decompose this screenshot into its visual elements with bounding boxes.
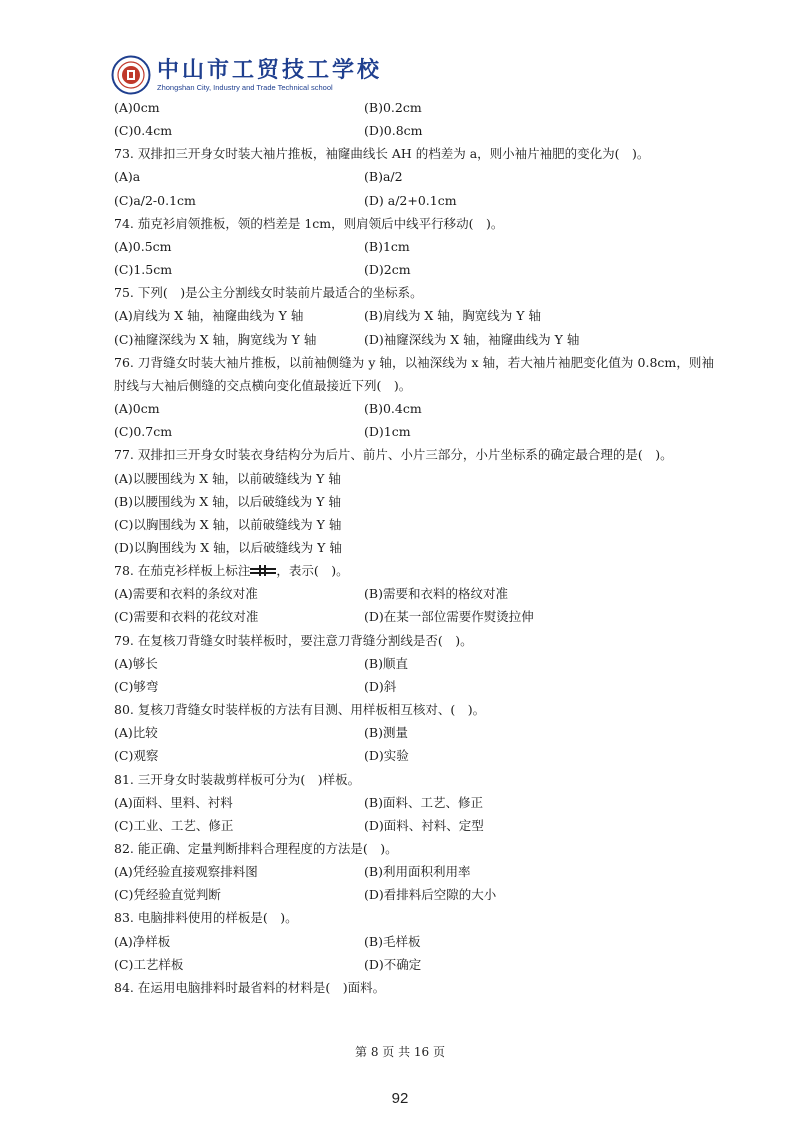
option-a: (A)0.5cm [114, 238, 172, 254]
option-a: (A)面料、里料、衬料 [114, 794, 233, 810]
option-d: (D)面料、衬料、定型 [364, 817, 484, 833]
option-c: (C)1.5cm [114, 262, 173, 278]
option-c: (C)以胸围线为 X 轴，以前破缝线为 Y 轴 [114, 516, 342, 532]
question-73: 73. 双排扣三开身女时装大袖片推板，袖窿曲线长 AH 的档差为 a，则小袖片袖肥的变化为( )。 [114, 146, 650, 162]
option-a: (A)比较 [114, 725, 158, 741]
question-83: 83. 电脑排料使用的样板是( )。 [114, 910, 298, 926]
option-b: (B)测量 [364, 725, 408, 741]
options-row [114, 860, 714, 883]
question-78-text-before: 78. 在茄克衫样板上标注 [114, 563, 251, 579]
options-row [114, 930, 714, 953]
option-d: (D)0.8cm [364, 123, 423, 139]
options-row [114, 235, 714, 258]
options-row [114, 397, 714, 420]
option-b: (B)1cm [364, 238, 410, 254]
question-79: 79. 在复核刀背缝女时装样板时，要注意刀背缝分割线是否( )。 [114, 632, 473, 648]
options-row [114, 652, 714, 675]
option-c: (C)a/2-0.1cm [114, 192, 196, 208]
question-list [114, 96, 714, 999]
options-row [114, 165, 714, 188]
options-row [114, 721, 714, 744]
option-b: (B)肩线为 X 轴，胸宽线为 Y 轴 [364, 308, 541, 324]
options-row [114, 420, 714, 443]
option-d: (D)2cm [364, 262, 411, 278]
school-name-en: Zhongshan City, Industry and Trade Technical school [157, 82, 333, 92]
option-a: (A)净样板 [114, 933, 171, 949]
option-a: (A)以腰围线为 X 轴，以前破缝线为 Y 轴 [114, 470, 341, 486]
option-b: (B)以腰围线为 X 轴，以后破缝线为 Y 轴 [114, 493, 341, 509]
options-row [114, 675, 714, 698]
options-row [114, 953, 714, 976]
question-80: 80. 复核刀背缝女时装样板的方法有目测、用样板相互核对、( )。 [114, 702, 486, 718]
option-b: (B)利用面积利用率 [364, 864, 471, 880]
options-row [114, 744, 714, 767]
question-82: 82. 能正确、定量判断排料合理程度的方法是( )。 [114, 841, 398, 856]
option-b: (B)面料、工艺、修正 [364, 794, 483, 810]
options-row [114, 582, 714, 605]
option-a: (A)肩线为 X 轴，袖窿曲线为 Y 轴 [114, 308, 304, 324]
school-header [111, 55, 382, 95]
option-d: (D)看排料后空隙的大小 [364, 887, 497, 903]
options-row [114, 883, 714, 906]
question-84: 84. 在运用电脑排料时最省料的材料是( )面料。 [114, 979, 386, 995]
option-c: (C)袖窿深线为 X 轴，胸宽线为 Y 轴 [114, 331, 317, 347]
option-b: (B)毛样板 [364, 933, 421, 949]
question-75: 75. 下列( )是公主分割线女时装前片最适合的坐标系。 [114, 285, 423, 301]
options-row [114, 328, 714, 351]
school-emblem-icon [111, 55, 151, 95]
option-a: (A)0cm [114, 100, 160, 115]
option-b: (B)0.2cm [364, 100, 422, 115]
option-c: (C)工艺样板 [114, 956, 184, 972]
option-c: (C)凭经验直觉判断 [114, 887, 221, 903]
option-d: (D) a/2+0.1cm [364, 192, 457, 208]
option-a: (A)0cm [114, 401, 160, 417]
option-c: (C)工业、工艺、修正 [114, 817, 234, 833]
option-c: (C)够弯 [114, 678, 159, 694]
option-b: (B)0.4cm [364, 401, 422, 417]
option-d: (D)斜 [364, 678, 397, 694]
options-row [114, 189, 714, 212]
question-76: 76. 刀背缝女时装大袖片推板，以前袖侧缝为 y 轴，以袖深线为 x 轴，若大袖片袖肥变化值为 0.8cm，则袖肘线与大袖后侧缝的交点横向变化值最接近下列( )。 [114, 354, 714, 393]
options-row [114, 304, 714, 327]
option-d: (D)以胸围线为 X 轴，以后破缝线为 Y 轴 [114, 539, 342, 555]
question-77: 77. 双排扣三开身女时装衣身结构分为后片、前片、小片三部分，小片坐标系的确定最合理的是( )。 [114, 447, 673, 463]
option-a: (A)需要和衣料的条纹对准 [114, 586, 258, 602]
option-d: (D)不确定 [364, 956, 422, 972]
option-b: (B)a/2 [364, 169, 403, 185]
option-a: (A)凭经验直接观察排料图 [114, 864, 258, 880]
option-a: (A)a [114, 169, 141, 185]
option-b: (B)顺直 [364, 655, 408, 671]
option-d: (D)袖窿深线为 X 轴，袖窿曲线为 Y 轴 [364, 331, 580, 347]
question-78 [114, 559, 714, 582]
option-c: (C)观察 [114, 748, 159, 764]
option-c: (C)0.7cm [114, 424, 173, 440]
question-74: 74. 茄克衫肩领推板，领的档差是 1cm，则肩领后中线平行移动( )。 [114, 215, 504, 231]
pattern-match-mark-icon [250, 564, 276, 576]
question-78-text-after: ，表示( )。 [276, 563, 349, 579]
option-d: (D)实验 [364, 748, 409, 764]
options-row [114, 119, 714, 142]
option-c: (C)需要和衣料的花纹对准 [114, 609, 259, 625]
options-row [114, 791, 714, 814]
option-d: (D)1cm [364, 424, 411, 440]
option-c: (C)0.4cm [114, 123, 173, 139]
options-row [114, 814, 714, 837]
options-row [114, 258, 714, 281]
school-name-cn: 中山市工贸技工学校 [157, 56, 383, 83]
page-number: 92 [391, 1090, 409, 1107]
options-row [114, 605, 714, 628]
page-footer-label: 第 8 页 共 16 页 [355, 1045, 445, 1059]
question-81: 81. 三开身女时装裁剪样板可分为( )样板。 [114, 771, 361, 787]
option-b: (B)需要和衣料的格纹对准 [364, 586, 508, 602]
option-d: (D)在某一部位需要作熨烫拉伸 [364, 609, 534, 625]
option-a: (A)够长 [114, 655, 158, 671]
options-row [114, 96, 714, 119]
